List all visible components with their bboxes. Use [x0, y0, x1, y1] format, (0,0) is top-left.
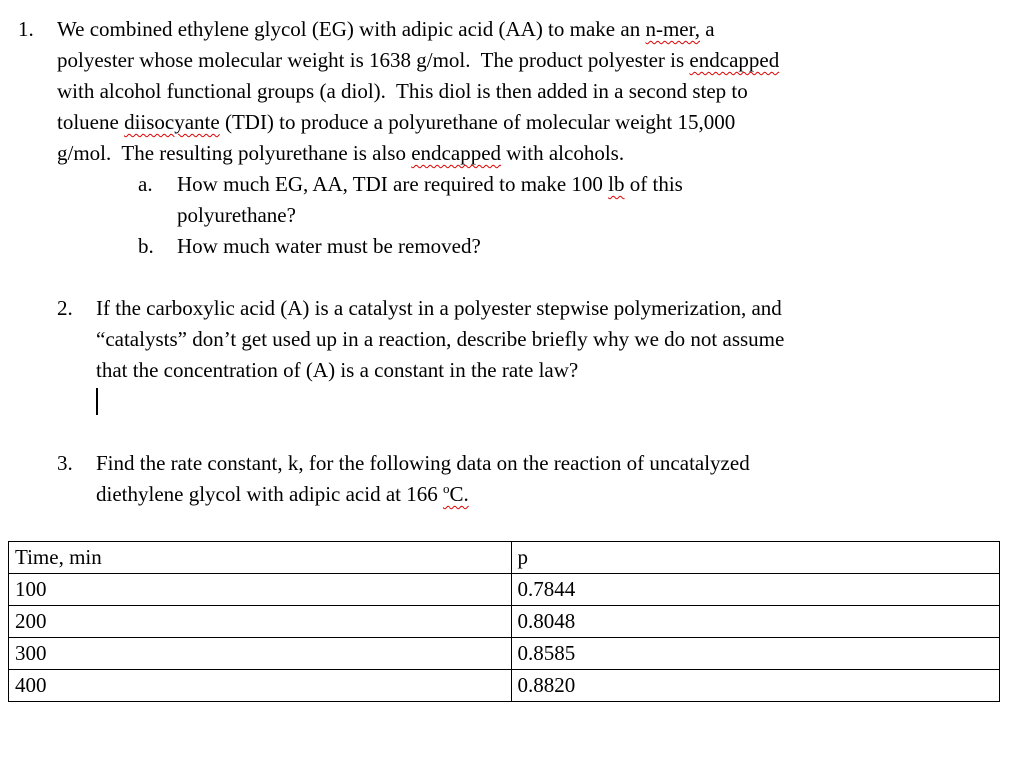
text-line: [177, 200, 1024, 231]
table-cell-p: 0.8820: [511, 670, 1000, 702]
misspelled-word-endcapped: endcapped: [689, 48, 780, 72]
text-segment: g/mol. The resulting polyurethane is also: [57, 141, 412, 165]
text-line: [57, 76, 1024, 107]
question-2: [57, 293, 1024, 386]
misspelled-word-lb: lb: [608, 172, 625, 196]
question-2-number: 2.: [57, 296, 73, 320]
question-3-text: [96, 448, 1024, 510]
text-line: [96, 479, 1024, 510]
text-line: [57, 107, 1024, 138]
cursor-line: [96, 386, 1024, 417]
text-line: [177, 169, 1024, 200]
text-segment: polyester whose molecular weight is 1638 g/mol. The product polyester is: [57, 48, 690, 72]
text-segment: C.: [449, 482, 469, 506]
table-cell-p: 0.8585: [511, 638, 1000, 670]
text-segment: with alcohols.: [501, 141, 625, 165]
table-row: [9, 606, 1000, 638]
table-cell-time: 200: [9, 606, 512, 638]
text-segment: toluene: [57, 110, 125, 134]
misspelled-word-endcapped-2: endcapped: [411, 141, 502, 165]
text-line: [96, 324, 1024, 355]
table-row: [9, 574, 1000, 606]
misspelled-word-nmer: n-mer,: [645, 17, 701, 41]
question-1a-letter: a.: [138, 172, 153, 196]
question-1b-letter: b.: [138, 234, 154, 258]
misspelled-word-degC: [443, 482, 469, 506]
data-table: [8, 541, 1000, 702]
blank-line: [0, 262, 1024, 293]
text-line: [177, 231, 1024, 262]
text-line: [57, 45, 1024, 76]
text-segment: of this: [624, 172, 683, 196]
text-segment: (TDI) to produce a polyurethane of molecular weight 15,000: [219, 110, 736, 134]
question-2-text: [96, 293, 1024, 386]
question-3: [57, 448, 1024, 510]
table-header-row: [9, 542, 1000, 574]
text-line: [96, 293, 1024, 324]
question-1b: [138, 231, 1024, 262]
text-line: [57, 14, 1024, 45]
table-cell-time: 400: [9, 670, 512, 702]
question-1a: [138, 169, 1024, 231]
text-line: [57, 138, 1024, 169]
table-cell-time: 100: [9, 574, 512, 606]
table-cell-time: 300: [9, 638, 512, 670]
question-1b-text: [177, 231, 1024, 262]
question-1-text: [57, 14, 1024, 169]
text-segment: with alcohol functional groups (a diol). This diol is then added in a second step to: [57, 79, 748, 103]
text-segment: How much EG, AA, TDI are required to make 100: [177, 172, 609, 196]
text-segment: How much water must be removed?: [177, 234, 481, 258]
text-cursor: [96, 388, 98, 415]
text-segment: diethylene glycol with adipic acid at 166: [96, 482, 443, 506]
question-1-number: 1.: [18, 17, 34, 41]
table-row: [9, 670, 1000, 702]
table-cell-p: 0.7844: [511, 574, 1000, 606]
question-1a-text: [177, 169, 1024, 231]
question-1: [18, 14, 1024, 169]
data-table-wrap: [8, 541, 1000, 702]
text-line: [96, 448, 1024, 479]
blank-line: [0, 417, 1024, 448]
text-segment: If the carboxylic acid (A) is a catalyst in a polyester stepwise polymerization, and: [96, 296, 782, 320]
table-header-p: p: [511, 542, 1000, 574]
table-cell-p: 0.8048: [511, 606, 1000, 638]
text-segment: We combined ethylene glycol (EG) with adipic acid (AA) to make an: [57, 17, 646, 41]
text-line: [96, 355, 1024, 386]
text-segment: “catalysts” don’t get used up in a reaction, describe briefly why we do not assume: [96, 327, 785, 351]
table-row: [9, 638, 1000, 670]
text-segment: a: [700, 17, 715, 41]
text-segment: polyurethane?: [177, 203, 296, 227]
text-segment: that the concentration of (A) is a constant in the rate law?: [96, 358, 579, 382]
misspelled-word-diisocyante: diisocyante: [124, 110, 220, 134]
question-3-number: 3.: [57, 451, 73, 475]
table-header-time: Time, min: [9, 542, 512, 574]
degree-superscript: o: [442, 481, 450, 496]
text-segment: Find the rate constant, k, for the following data on the reaction of uncatalyzed: [96, 451, 750, 475]
